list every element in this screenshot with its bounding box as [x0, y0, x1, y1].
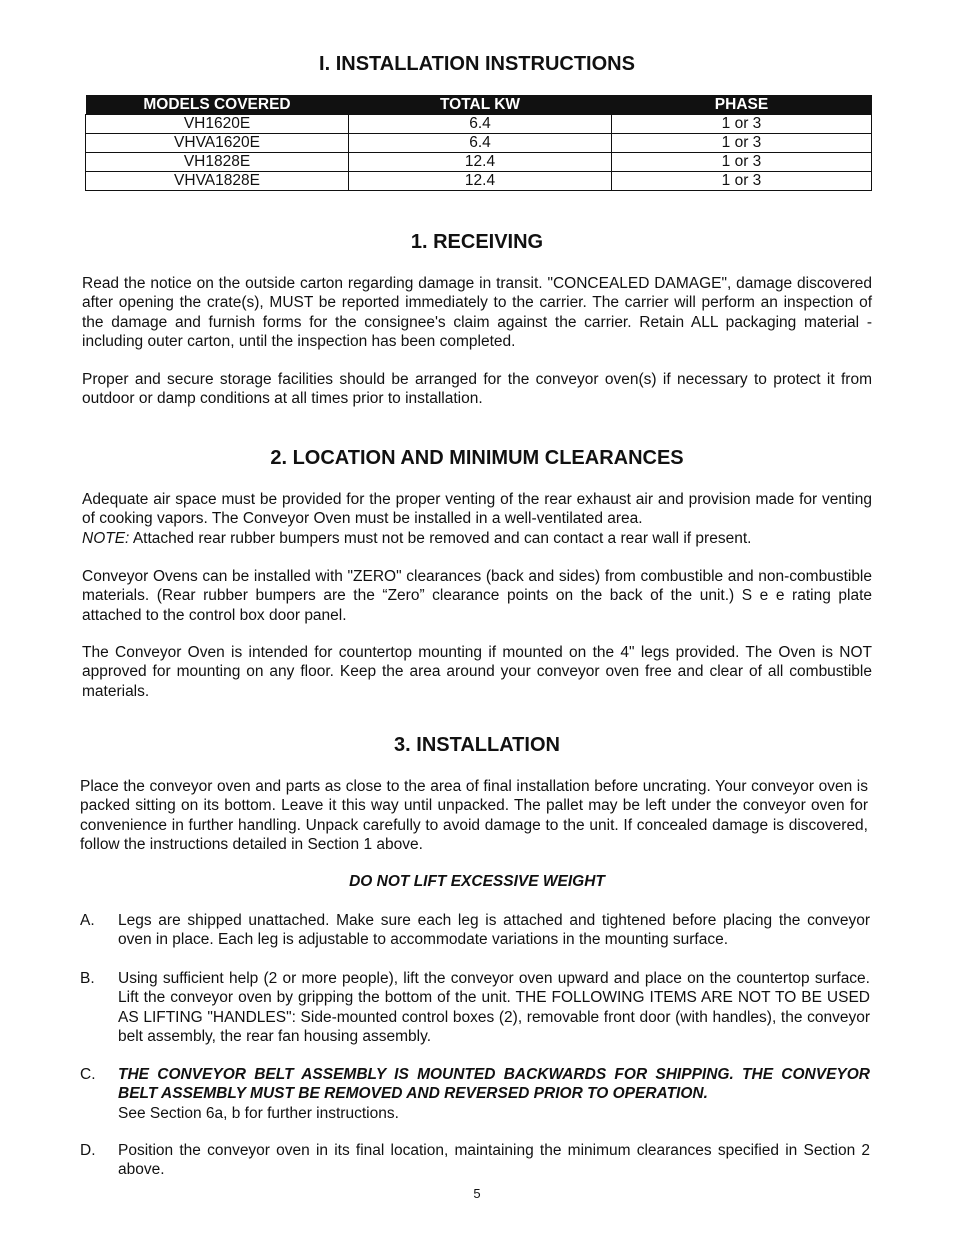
list-item — [80, 969, 870, 1046]
list-item-letter: C. — [80, 1066, 96, 1083]
list-item-letter: B. — [80, 970, 95, 987]
table-row — [86, 153, 872, 172]
location-paragraph-2: Conveyor Ovens can be installed with "ZERO" clearances (back and sides) from combustible and non-combustible materials. (Rear rubber bumpers are the “Zero” clearance points on the back of the unit.) S e e rating plate attached to the control box door panel. — [82, 568, 872, 624]
list-item-letter: D. — [80, 1142, 96, 1159]
table-row — [86, 172, 872, 191]
list-item — [80, 911, 870, 950]
section-heading-receiving: 1. RECEIVING — [410, 231, 544, 253]
table-header: MODELS COVERED — [86, 95, 349, 115]
table-header-row — [86, 95, 872, 115]
list-item-text: See Section 6a, b for further instructions. — [118, 1104, 399, 1122]
table-cell: 1 or 3 — [612, 172, 872, 191]
section-heading-installation: 3. INSTALLATION — [394, 734, 560, 756]
table-row — [86, 115, 872, 134]
receiving-paragraph-1: Read the notice on the outside carton regarding damage in transit. "CONCEALED DAMAGE", damage discovered after opening the crate(s), MUST be reported immediately to the carrier. The carrier will perform an inspection of the damage and furnish forms for the consignee's claim against the carrier. Retain ALL packaging material - including outer carton, until the inspection has been completed. — [82, 275, 872, 350]
list-item-text: Using sufficient help (2 or more people), lift the conveyor oven upward and place on the countertop surface. Lift the conveyor oven by gripping the bottom of the unit. THE FOLLOWING ITEMS ARE NOT TO BE USED AS LIFTING "HANDLES": Side-mounted control boxes (2), removable front door (with handles), the conveyor belt assembly, the rear fan housing assembly. — [118, 970, 870, 1045]
list-item-warning-text: THE CONVEYOR BELT ASSEMBLY IS MOUNTED BACKWARDS FOR SHIPPING. THE CONVEYOR BELT ASSEMBLY MUST BE REMOVED AND REVERSED PRIOR TO OPERATION. — [118, 1066, 870, 1103]
note-label: NOTE: — [82, 529, 130, 547]
list-item-body — [118, 1065, 870, 1123]
list-item-letter: A. — [80, 912, 95, 929]
location-paragraph-1 — [82, 490, 872, 548]
table-cell: 6.4 — [349, 134, 612, 153]
models-table — [85, 95, 872, 191]
table-cell: 12.4 — [349, 153, 612, 172]
note-text: Attached rear rubber bumpers must not be removed and can contact a rear wall if present. — [129, 529, 752, 547]
list-item-text: Position the conveyor oven in its final location, maintaining the minimum clearances specified in Section 2 above. — [118, 1142, 870, 1179]
table-cell: 12.4 — [349, 172, 612, 191]
installation-paragraph-1: Place the conveyor oven and parts as close to the area of final installation before uncrating. Your conveyor oven is packed sitting on its bottom. Leave it this way until unpacked. The pallet may be left under the conveyor oven for convenience in further handling. Unpack carefully to avoid damage to the unit. If concealed damage is discovered, follow the instructions detailed in Section 1 above. — [80, 778, 868, 853]
section-heading-location: 2. LOCATION AND MINIMUM CLEARANCES — [270, 447, 684, 469]
location-paragraph-1-text: Adequate air space must be provided for the proper venting of the rear exhaust air and provision made for venting of cooking vapors. The Conveyor Oven must be installed in a well-ventilated area. — [82, 491, 872, 528]
list-item — [80, 1141, 870, 1180]
table-row — [86, 134, 872, 153]
page-title: I. INSTALLATION INSTRUCTIONS — [319, 53, 635, 75]
list-item — [80, 1065, 870, 1123]
table-cell: VH1620E — [86, 115, 349, 134]
list-item-text: Legs are shipped unattached. Make sure each leg is attached and tightened before placing the conveyor oven in place. Each leg is adjustable to accommodate variations in the mounting surface. — [118, 912, 870, 949]
table-cell: 1 or 3 — [612, 115, 872, 134]
table-cell: 1 or 3 — [612, 153, 872, 172]
table-cell: VHVA1828E — [86, 172, 349, 191]
location-paragraph-3: The Conveyor Oven is intended for countertop mounting if mounted on the 4" legs provided. The Oven is NOT approved for mounting on any floor. Keep the area around your conveyor oven free and clear of all combustible materials. — [82, 644, 872, 700]
receiving-paragraph-2: Proper and secure storage facilities should be arranged for the conveyor oven(s) if necessary to protect it from outdoor or damp conditions at all times prior to installation. — [82, 371, 872, 408]
page-number: 5 — [473, 1186, 481, 1201]
table-cell: VHVA1620E — [86, 134, 349, 153]
table-cell: 1 or 3 — [612, 134, 872, 153]
lift-warning: DO NOT LIFT EXCESSIVE WEIGHT — [349, 873, 605, 890]
table-header: PHASE — [612, 95, 872, 115]
table-header: TOTAL KW — [349, 95, 612, 115]
table-cell: VH1828E — [86, 153, 349, 172]
table-cell: 6.4 — [349, 115, 612, 134]
